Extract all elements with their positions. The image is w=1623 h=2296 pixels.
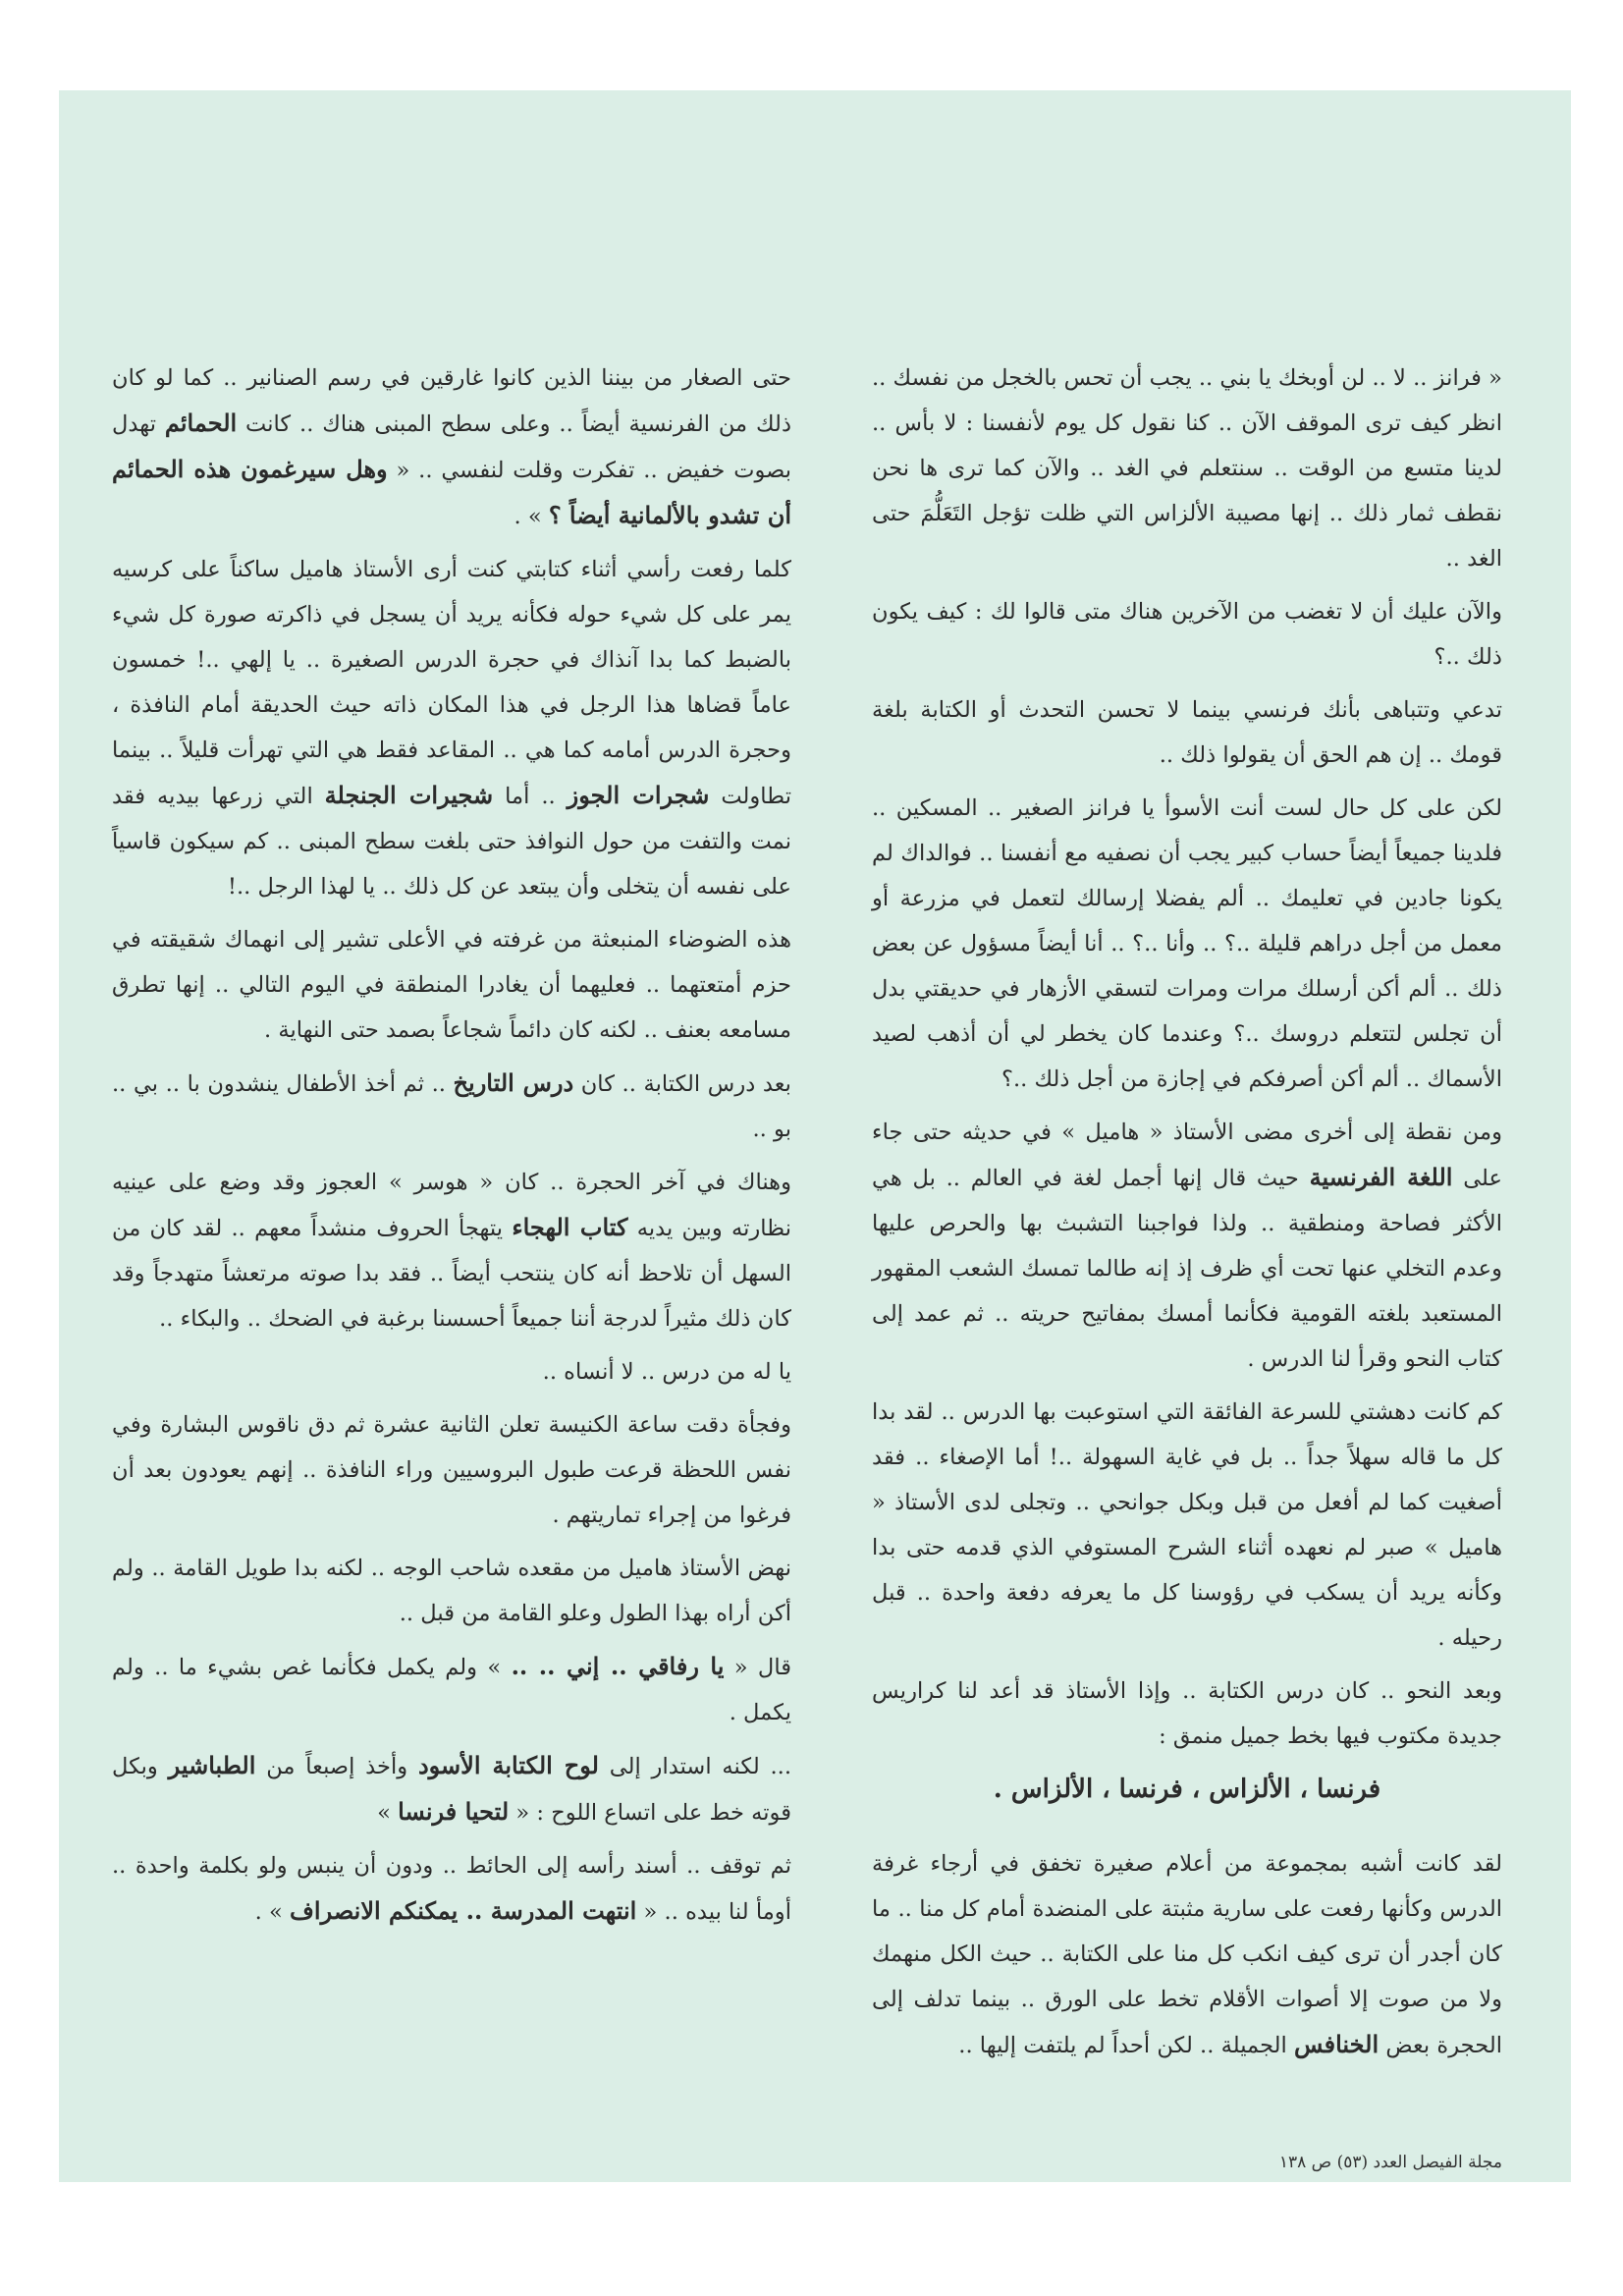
page-footer: مجلة الفيصل العدد (٥٣) ص ١٣٨ — [1278, 2153, 1502, 2172]
text: .. ثم أخذ الأطفال ينشدون با .. بي .. بو .. — [112, 1071, 791, 1142]
text: » — [377, 1800, 391, 1826]
right-column — [872, 355, 1502, 2076]
text: » ولم يكمل فكأنما غص بشيء ما .. ولم يكمل . — [112, 1655, 791, 1725]
text: وهناك في آخر الحجرة .. كان « هوسر » العجوز وقد وضع على عينيه نظارته وبين يديه — [112, 1170, 792, 1241]
text: بعد درس الكتابة .. كان — [580, 1071, 791, 1097]
bold-quote: يا رفاقي .. إني .. .. — [511, 1652, 725, 1680]
paragraph — [112, 547, 791, 909]
text: التي زرعها بيديه فقد نمت والتفت من حول النوافذ حتى بلغت سطح المبنى .. كم سيكون قاسياً على نفسه أن يتخلى وأن يبتعد عن كل ذلك .. يا لهذا الرجل ..! — [112, 784, 791, 900]
bold-term: الخنافس — [1294, 2030, 1380, 2058]
paragraph — [872, 1110, 1502, 1382]
text: كلما رفعت رأسي أثناء كتابتي كنت أرى الأستاذ هاميل ساكناً على كرسيه يمر على كل شيء حوله فكأنه يريد أن يسجل في ذاكرته صورة كل شيء بالضبط كما بدا آنذاك في حجرة الدرس الصغيرة .. يا إلهي ..! خمسون عاماً قضاها هذا الرجل في هذا المكان ذاته حيث الحديقة أمام النافذة ، وحجرة الدرس أمامه كما هي .. المقاعد فقط هي التي تهرأت قليلاً .. بينما تطاولت — [112, 557, 792, 809]
paragraph: يا له من درس .. لا أنساه .. — [542, 1359, 791, 1385]
bold-term: كتاب الهجاء — [512, 1213, 628, 1241]
paragraph — [112, 1061, 791, 1152]
page-background — [59, 90, 1571, 2182]
paragraph — [112, 1160, 791, 1341]
bold-term: الحمائم — [164, 409, 238, 437]
paragraph: وفجأة دقت ساعة الكنيسة تعلن الثانية عشرة ثم دق ناقوس البشارة وفي نفس اللحظة قرعت طبول البروسيين وراء النافذة .. إنهم يعودون بعد أن فرغوا من إجراء تماريتهم . — [112, 1412, 792, 1528]
paragraph — [112, 1743, 791, 1835]
paragraph: وبعد النحو .. كان درس الكتابة .. وإذا الأستاذ قد أعد لنا كراريس جديدة مكتوب فيها بخط جميل منمق : — [872, 1678, 1502, 1749]
bold-term: الطباشير — [168, 1751, 256, 1779]
text: يتهجأ الحروف منشداً معهم .. لقد كان من السهل أن تلاحظ أنه كان ينتحب أيضاً .. فقد بدا صوته مرتعشاً متهدجاً وقد كان ذلك مثيراً لدرجة أننا جميعاً أحسسنا برغبة في الضحك .. والبكاء .. — [112, 1216, 791, 1332]
text: لقد كانت أشبه بمجموعة من أعلام صغيرة تخفق في أرجاء غرفة الدرس وكأنها رفعت على سارية مثبتة على المنضدة أمام كل منا .. ما كان أجدر أن ترى كيف انكب كل منا على الكتابة .. حيث الكل منهمك ولا من صوت إلا أصوات الأقلام تخط على الورق .. بينما تدلف إلى الحجرة بعض — [872, 1851, 1502, 2058]
bold-quote: وهل سيرغمون هذه الحمائم أن تشدو بالألمانية أيضاً ؟ — [112, 455, 791, 529]
paragraph — [872, 1841, 1502, 2068]
paragraph: لكن على كل حال لست أنت الأسوأ يا فرانز الصغير .. المسكين .. فلدينا جميعاً أيضاً حساب كبير يجب أن نصفيه مع أنفسنا .. فوالداك لم يكونا جادين في تعليمك .. ألم يفضلا إرسالك لتعمل في مزرعة أو معمل من أجل دراهم قليلة ..؟ .. وأنا ..؟ .. أنا أيضاً مسؤول عن بعض ذلك .. ألم أكن أرسلك مرات ومرات لتسقي الأزهار في حديقتي بدل أن تجلس لتتعلم دروسك ..؟ وعندما كان يخطر لي أن أذهب لصيد الأسماك .. ألم أكن أصرفكم في إجازة من أجل ذلك ..؟ — [872, 795, 1502, 1092]
text: حيث قال إنها أجمل لغة في العالم .. بل هي الأكثر فصاحة ومنطقية .. ولذا فواجبنا التشبث بها والحرص عليها وعدم التخلي عنها تحت أي ظرف إذ إنه طالما تمسك الشعب المقهور المستعبد بلغته القومية فكأنما أمسك بمفاتيح حريته .. ثم عمد إلى كتاب النحو وقرأ لنا الدرس . — [872, 1166, 1502, 1372]
text: وبكل قوته خط على اتساع اللوح : « — [112, 1754, 791, 1826]
bold-quote: انتهت المدرسة .. يمكنكم الانصراف — [290, 1896, 637, 1925]
paragraph — [112, 355, 791, 539]
paragraph: « فرانز .. لا .. لن أوبخك يا بني .. يجب أن تحس بالخجل من نفسك .. انظر كيف ترى الموقف الآن .. كنا نقول كل يوم لأنفسنا : لا بأس .. لدينا متسع من الوقت .. سنتعلم في الغد .. والآن كما ترى ها نحن نقطف ثمار ذلك .. إنها مصيبة الألزاس التي ظلت تؤجل التَعَلُّمَ حتى الغد .. — [872, 365, 1502, 572]
text: وأخذ إصبعاً من — [266, 1754, 408, 1779]
text: » . — [254, 1899, 283, 1925]
paragraph: هذه الضوضاء المنبعثة من غرفته في الأعلى تشير إلى انهماك شقيقته في حزم أمتعتهما .. فعليهما أن يغادرا المنطقة في اليوم التالي .. إنها تطرق مسامعه بعنف .. لكنه كان دائماً شجاعاً بصمد حتى النهاية . — [112, 927, 791, 1043]
text: الجميلة .. لكن أحداً لم يلتفت إليها .. — [958, 2033, 1287, 2058]
bold-term: شجرات الجوز — [567, 781, 710, 809]
paragraph: نهض الأستاذ هاميل من مقعده شاحب الوجه .. لكنه بدا طويل القامة .. ولم أكن أراه بهذا الطول وعلو القامة من قبل .. — [112, 1556, 791, 1626]
bold-term: اللغة الفرنسية — [1309, 1163, 1453, 1191]
bold-quote: لتحيا فرنسا — [398, 1797, 510, 1826]
text: » . — [514, 504, 542, 529]
bold-term: شجيرات الجنجلة — [324, 781, 494, 809]
text: ثم توقف .. أسند رأسه إلى الحائط .. ودون أن ينبس ولو بكلمة واحدة .. أومأ لنا بيده .. « — [112, 1853, 791, 1925]
paragraph — [112, 1843, 791, 1935]
bold-term: درس التاريخ — [453, 1068, 574, 1097]
slogan: فرنسا ، الألزاس ، فرنسا ، الألزاس . — [993, 1775, 1381, 1804]
bold-term: لوح الكتابة الأسود — [417, 1751, 599, 1779]
paragraph: والآن عليك أن لا تغضب من الآخرين هناك متى قالوا لك : كيف يكون ذلك ..؟ — [872, 599, 1502, 670]
text: قال « — [733, 1655, 792, 1680]
paragraph — [112, 1644, 791, 1735]
paragraph: تدعي وتتباهى بأنك فرنسي بينما لا تحسن التحدث أو الكتابة بلغة قومك .. إن هم الحق أن يقولوا ذلك .. — [872, 697, 1502, 768]
text: حتى الصغار من بيننا الذين كانوا غارقين في رسم الصنانير .. كما لو كان ذلك من الفرنسية أيضاً .. وعلى سطح المبنى هناك .. كانت — [112, 365, 792, 437]
text: ومن نقطة إلى أخرى مضى الأستاذ « هاميل » في حديثه حتى جاء على — [872, 1120, 1502, 1191]
text: تهدل بصوت خفيض .. تفكرت وقلت لنفسي .. « — [112, 411, 792, 483]
text: ... لكنه استدار إلى — [609, 1754, 792, 1779]
paragraph: كم كانت دهشتي للسرعة الفائقة التي استوعبت بها الدرس .. لقد بدا كل ما قاله سهلاً جداً .. بل في غاية السهولة ..! أما الإصغاء .. فقد أصغيت كما لم أفعل من قبل وبكل جوانحي .. وتجلى لدى الأستاذ « هاميل » صبر لم نعهده أثناء الشرح المستوفي الذي قدمه حتى بدا وكأنه يريد أن يسكب في رؤوسنا كل ما يعرفه دفعة واحدة .. قبل رحيله . — [872, 1399, 1502, 1651]
left-column — [112, 355, 791, 1942]
text: .. أما — [505, 784, 556, 809]
